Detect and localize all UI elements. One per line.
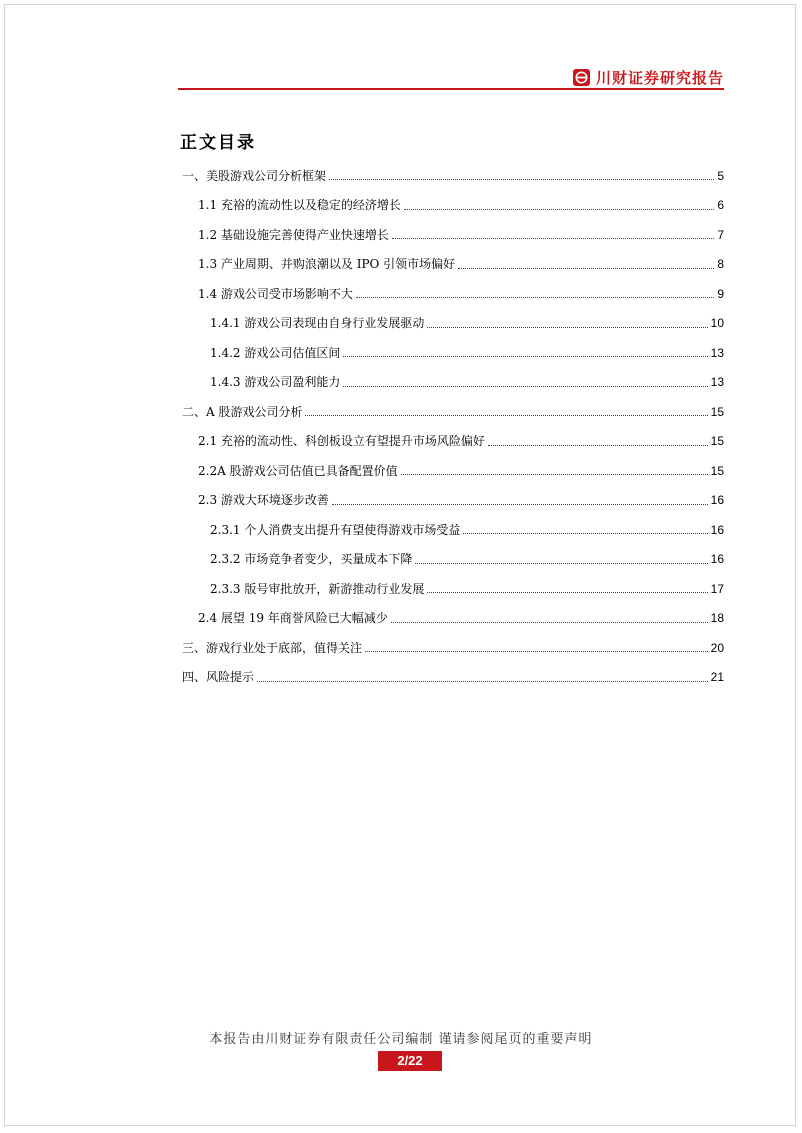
toc-entry-label: 1.3 产业周期、并购浪潮以及 IPO 引领市场偏好 (198, 257, 456, 272)
toc-entry-label: 1.4 游戏公司受市场影响不大 (198, 286, 353, 301)
toc-entry[interactable] (178, 544, 724, 574)
table-of-contents (178, 160, 724, 691)
toc-entry-label: 2.2A 股游戏公司估值已具备配置价值 (198, 463, 398, 478)
toc-entry[interactable] (178, 573, 724, 603)
toc-entry[interactable] (178, 455, 724, 485)
toc-entry[interactable] (178, 367, 724, 397)
toc-entry-page: 13 (710, 345, 724, 360)
toc-entry-label: 三、游戏行业处于底部，值得关注 (182, 640, 363, 655)
toc-entry-page: 5 (717, 168, 724, 183)
toc-entry-label: 2.4 展望 19 年商誉风险已大幅减少 (198, 611, 388, 626)
toc-entry-page: 21 (710, 670, 724, 685)
toc-entry-page: 10 (710, 316, 724, 331)
toc-dot-leader (329, 179, 714, 180)
toc-dot-leader (391, 622, 708, 623)
toc-dot-leader (332, 504, 708, 505)
toc-entry-page: 13 (710, 375, 724, 390)
toc-entry[interactable] (178, 278, 724, 308)
brand-name: 川财证券研究报告 (595, 69, 724, 87)
chuancai-logo-icon (573, 69, 590, 86)
toc-entry-label: 1.4.3 游戏公司盈利能力 (210, 375, 341, 390)
toc-entry[interactable] (178, 396, 724, 426)
toc-entry-label: 1.1 充裕的流动性以及稳定的经济增长 (198, 198, 401, 213)
toc-dot-leader (343, 386, 707, 387)
toc-dot-leader (257, 681, 708, 682)
toc-entry[interactable] (178, 426, 724, 456)
toc-entry-label: 2.3.2 市场竞争者变少，买量成本下降 (210, 552, 413, 567)
toc-entry-page: 8 (717, 257, 724, 272)
toc-entry[interactable] (178, 603, 724, 633)
footer-disclaimer: 本报告由川财证券有限责任公司编制 谨请参阅尾页的重要声明 (209, 1032, 593, 1047)
toc-entry-page: 18 (710, 611, 724, 626)
toc-entry[interactable] (178, 514, 724, 544)
toc-entry[interactable] (178, 190, 724, 220)
toc-entry-label: 1.2 基础设施完善使得产业快速增长 (198, 227, 389, 242)
toc-dot-leader (415, 563, 707, 564)
header-divider (178, 88, 724, 90)
toc-dot-leader (404, 209, 714, 210)
toc-entry[interactable] (178, 662, 724, 692)
toc-entry-label: 一、美股游戏公司分析框架 (182, 168, 327, 183)
toc-dot-leader (356, 297, 714, 298)
toc-entry-page: 16 (710, 493, 724, 508)
toc-dot-leader (343, 356, 707, 357)
report-header (573, 67, 724, 88)
toc-dot-leader (488, 445, 708, 446)
toc-entry-label: 1.4.2 游戏公司估值区间 (210, 345, 341, 360)
toc-dot-leader (305, 415, 707, 416)
toc-entry[interactable] (178, 632, 724, 662)
toc-entry[interactable] (178, 249, 724, 279)
toc-entry[interactable] (178, 308, 724, 338)
toc-entry-page: 6 (717, 198, 724, 213)
toc-entry-page: 20 (710, 640, 724, 655)
toc-dot-leader (427, 327, 707, 328)
toc-dot-leader (463, 533, 707, 534)
toc-entry-label: 2.3.1 个人消费支出提升有望使得游戏市场受益 (210, 522, 461, 537)
toc-entry-label: 2.3 游戏大环境逐步改善 (198, 493, 329, 508)
toc-entry-page: 7 (717, 227, 724, 242)
toc-title: 正文目录 (180, 133, 256, 153)
toc-entry-page: 15 (710, 463, 724, 478)
toc-dot-leader (365, 651, 708, 652)
toc-dot-leader (458, 268, 714, 269)
toc-entry-page: 16 (710, 552, 724, 567)
toc-entry-page: 15 (710, 404, 724, 419)
toc-entry-page: 16 (710, 522, 724, 537)
toc-entry-label: 2.3.3 版号审批放开，新游推动行业发展 (210, 581, 425, 596)
toc-entry[interactable] (178, 485, 724, 515)
toc-entry-label: 2.1 充裕的流动性、科创板设立有望提升市场风险偏好 (198, 434, 485, 449)
toc-entry-page: 17 (710, 581, 724, 596)
toc-entry[interactable] (178, 337, 724, 367)
toc-entry-page: 15 (710, 434, 724, 449)
toc-entry-label: 二、A 股游戏公司分析 (182, 404, 303, 419)
toc-dot-leader (401, 474, 708, 475)
page-number-badge: 2/22 (378, 1051, 442, 1071)
toc-dot-leader (427, 592, 707, 593)
toc-entry[interactable] (178, 219, 724, 249)
toc-entry[interactable] (178, 160, 724, 190)
toc-entry-page: 9 (717, 286, 724, 301)
toc-entry-label: 四、风险提示 (182, 670, 255, 685)
toc-dot-leader (392, 238, 714, 239)
toc-entry-label: 1.4.1 游戏公司表现由自身行业发展驱动 (210, 316, 425, 331)
